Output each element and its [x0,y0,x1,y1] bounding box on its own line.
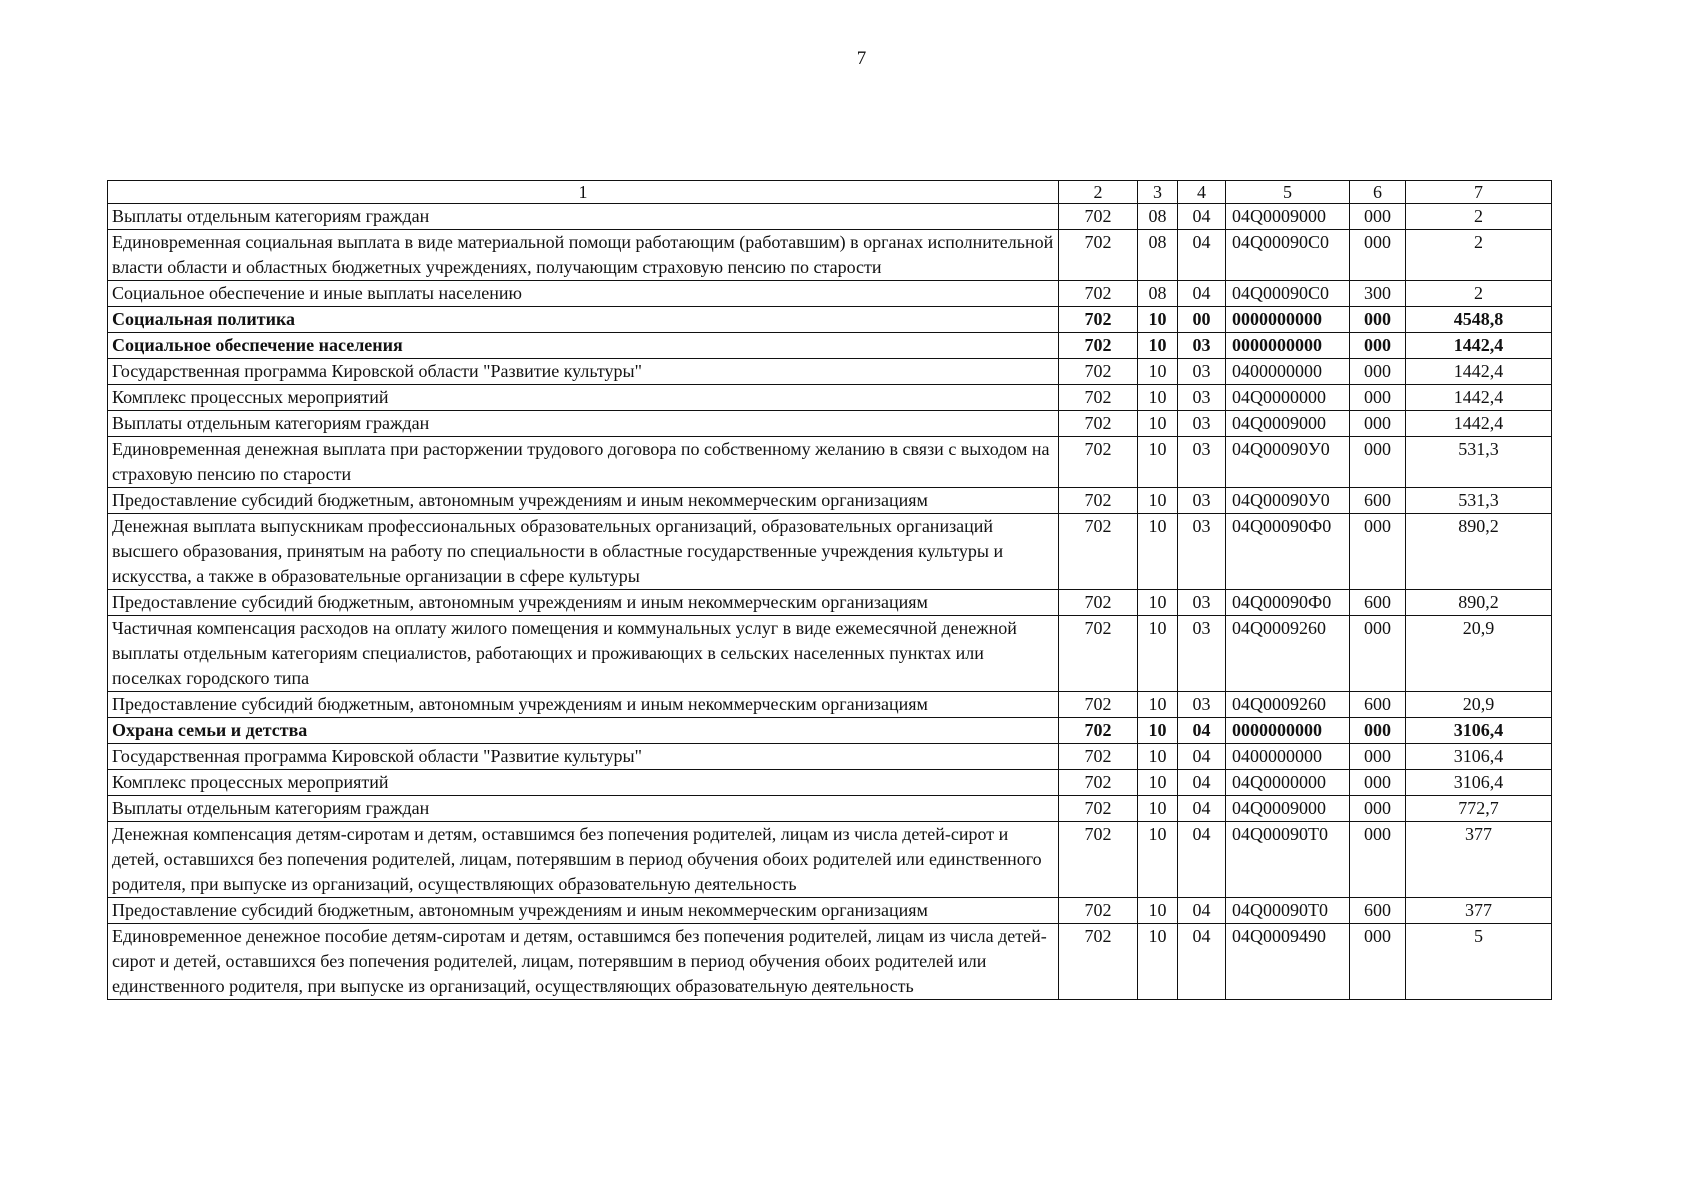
target-item-cell: 04Q0009000 [1226,411,1350,437]
admin-code-cell: 702 [1059,514,1138,590]
section-code-cell: 10 [1138,924,1178,1000]
amount-cell: 1442,4 [1406,411,1552,437]
amount-cell: 890,2 [1406,590,1552,616]
target-item-cell: 04Q0000000 [1226,385,1350,411]
section-code-cell: 08 [1138,230,1178,281]
expense-type-cell: 000 [1350,924,1406,1000]
header-cell: 3 [1138,181,1178,204]
admin-code-cell: 702 [1059,411,1138,437]
amount-cell: 2 [1406,281,1552,307]
subsection-code-cell: 04 [1178,898,1226,924]
admin-code-cell: 702 [1059,204,1138,230]
subsection-code-cell: 03 [1178,333,1226,359]
header-cell: 4 [1178,181,1226,204]
admin-code-cell: 702 [1059,924,1138,1000]
target-item-cell: 0000000000 [1226,333,1350,359]
amount-cell: 4548,8 [1406,307,1552,333]
section-code-cell: 10 [1138,616,1178,692]
admin-code-cell: 702 [1059,744,1138,770]
subsection-code-cell: 00 [1178,307,1226,333]
item-name-cell: Выплаты отдельным категориям граждан [108,204,1059,230]
target-item-cell: 04Q00090C0 [1226,281,1350,307]
target-item-cell: 04Q00090У0 [1226,488,1350,514]
expense-type-cell: 000 [1350,796,1406,822]
table-row [108,333,1552,359]
subsection-code-cell: 03 [1178,385,1226,411]
subsection-code-cell: 03 [1178,692,1226,718]
table-row [108,898,1552,924]
target-item-cell: 0400000000 [1226,359,1350,385]
table-row [108,437,1552,488]
amount-cell: 531,3 [1406,488,1552,514]
target-item-cell: 0000000000 [1226,307,1350,333]
expense-type-cell: 600 [1350,898,1406,924]
amount-cell: 1442,4 [1406,359,1552,385]
section-code-cell: 10 [1138,359,1178,385]
expense-type-cell: 000 [1350,333,1406,359]
amount-cell: 3106,4 [1406,718,1552,744]
amount-cell: 772,7 [1406,796,1552,822]
item-name-cell: Предоставление субсидий бюджетным, автономным учреждениям и иным некоммерческим организациям [108,898,1059,924]
target-item-cell: 04Q0009260 [1226,616,1350,692]
item-name-cell: Охрана семьи и детства [108,718,1059,744]
section-code-cell: 10 [1138,770,1178,796]
item-name-cell: Социальное обеспечение населения [108,333,1059,359]
target-item-cell: 04Q0009000 [1226,796,1350,822]
target-item-cell: 04Q00090T0 [1226,898,1350,924]
table-row [108,307,1552,333]
table-row [108,411,1552,437]
item-name-cell: Предоставление субсидий бюджетным, автономным учреждениям и иным некоммерческим организациям [108,488,1059,514]
target-item-cell: 04Q00090C0 [1226,230,1350,281]
item-name-cell: Денежная выплата выпускникам профессиональных образовательных организаций, образовательных организаций высшего образования, принятым на работу по специальности в областные государственные учреждения культуры и искусства, а также в образовательные организации в сфере культуры [108,514,1059,590]
header-cell: 2 [1059,181,1138,204]
section-code-cell: 10 [1138,333,1178,359]
amount-cell: 3106,4 [1406,770,1552,796]
header-cell: 1 [108,181,1059,204]
target-item-cell: 0000000000 [1226,718,1350,744]
admin-code-cell: 702 [1059,307,1138,333]
table-body [108,204,1552,1000]
section-code-cell: 10 [1138,744,1178,770]
item-name-cell: Комплекс процессных мероприятий [108,770,1059,796]
table-row [108,718,1552,744]
section-code-cell: 10 [1138,822,1178,898]
item-name-cell: Государственная программа Кировской области "Развитие культуры" [108,359,1059,385]
amount-cell: 20,9 [1406,692,1552,718]
section-code-cell: 10 [1138,796,1178,822]
subsection-code-cell: 04 [1178,924,1226,1000]
table-row [108,822,1552,898]
subsection-code-cell: 03 [1178,590,1226,616]
section-code-cell: 10 [1138,488,1178,514]
table-row [108,281,1552,307]
expense-type-cell: 000 [1350,770,1406,796]
table-header-row [108,181,1552,204]
table-row [108,230,1552,281]
admin-code-cell: 702 [1059,488,1138,514]
item-name-cell: Выплаты отдельным категориям граждан [108,796,1059,822]
amount-cell: 2 [1406,204,1552,230]
table-row [108,770,1552,796]
header-cell: 6 [1350,181,1406,204]
section-code-cell: 10 [1138,437,1178,488]
item-name-cell: Социальное обеспечение и иные выплаты населению [108,281,1059,307]
amount-cell: 20,9 [1406,616,1552,692]
item-name-cell: Комплекс процессных мероприятий [108,385,1059,411]
section-code-cell: 10 [1138,692,1178,718]
subsection-code-cell: 03 [1178,437,1226,488]
section-code-cell: 08 [1138,204,1178,230]
table-row [108,692,1552,718]
table-row [108,616,1552,692]
amount-cell: 890,2 [1406,514,1552,590]
target-item-cell: 04Q00090Ф0 [1226,590,1350,616]
item-name-cell: Выплаты отдельным категориям граждан [108,411,1059,437]
expense-type-cell: 000 [1350,385,1406,411]
subsection-code-cell: 04 [1178,281,1226,307]
table-row [108,744,1552,770]
item-name-cell: Частичная компенсация расходов на оплату жилого помещения и коммунальных услуг в виде ежемесячной денежной выплаты отдельным категориям специалистов, работающих и проживающих в сельских населенных пунктах или поселках городского типа [108,616,1059,692]
page-number: 7 [856,48,867,69]
amount-cell: 531,3 [1406,437,1552,488]
section-code-cell: 10 [1138,385,1178,411]
expense-type-cell: 600 [1350,692,1406,718]
expense-type-cell: 600 [1350,488,1406,514]
table-row [108,488,1552,514]
item-name-cell: Государственная программа Кировской области "Развитие культуры" [108,744,1059,770]
subsection-code-cell: 04 [1178,204,1226,230]
subsection-code-cell: 04 [1178,796,1226,822]
admin-code-cell: 702 [1059,796,1138,822]
subsection-code-cell: 03 [1178,616,1226,692]
admin-code-cell: 702 [1059,385,1138,411]
subsection-code-cell: 04 [1178,770,1226,796]
subsection-code-cell: 03 [1178,514,1226,590]
amount-cell: 1442,4 [1406,385,1552,411]
target-item-cell: 04Q0000000 [1226,770,1350,796]
target-item-cell: 04Q00090Ф0 [1226,514,1350,590]
amount-cell: 377 [1406,898,1552,924]
section-code-cell: 08 [1138,281,1178,307]
section-code-cell: 10 [1138,307,1178,333]
admin-code-cell: 702 [1059,230,1138,281]
budget-table [107,180,1552,1000]
admin-code-cell: 702 [1059,359,1138,385]
table-row [108,796,1552,822]
target-item-cell: 04Q00090T0 [1226,822,1350,898]
item-name-cell: Единовременное денежное пособие детям-сиротам и детям, оставшимся без попечения родителей, лицам из числа детей-сирот и детей, оставшихся без попечения родителей, лицам, потерявшим в период обучения обоих родителей или единственного родителя, при выпуске из организаций, осуществляющих образовательную деятельность [108,924,1059,1000]
subsection-code-cell: 04 [1178,744,1226,770]
expense-type-cell: 000 [1350,744,1406,770]
expense-type-cell: 000 [1350,230,1406,281]
admin-code-cell: 702 [1059,616,1138,692]
subsection-code-cell: 04 [1178,230,1226,281]
admin-code-cell: 702 [1059,692,1138,718]
admin-code-cell: 702 [1059,281,1138,307]
expense-type-cell: 000 [1350,616,1406,692]
item-name-cell: Единовременная социальная выплата в виде материальной помощи работающим (работавшим) в органах исполнительной власти области и областных бюджетных учреждениях, получающим страховую пенсию по старости [108,230,1059,281]
target-item-cell: 04Q00090У0 [1226,437,1350,488]
admin-code-cell: 702 [1059,590,1138,616]
expense-type-cell: 000 [1350,718,1406,744]
expense-type-cell: 000 [1350,204,1406,230]
target-item-cell: 0400000000 [1226,744,1350,770]
expense-type-cell: 000 [1350,514,1406,590]
table-row [108,590,1552,616]
admin-code-cell: 702 [1059,437,1138,488]
expense-type-cell: 300 [1350,281,1406,307]
table-row [108,385,1552,411]
section-code-cell: 10 [1138,411,1178,437]
amount-cell: 2 [1406,230,1552,281]
subsection-code-cell: 03 [1178,411,1226,437]
table-row [108,359,1552,385]
target-item-cell: 04Q0009000 [1226,204,1350,230]
subsection-code-cell: 03 [1178,488,1226,514]
admin-code-cell: 702 [1059,770,1138,796]
table-row [108,514,1552,590]
expense-type-cell: 000 [1350,359,1406,385]
subsection-code-cell: 04 [1178,718,1226,744]
expense-type-cell: 000 [1350,437,1406,488]
expense-type-cell: 000 [1350,307,1406,333]
target-item-cell: 04Q0009260 [1226,692,1350,718]
header-cell: 7 [1406,181,1552,204]
expense-type-cell: 000 [1350,822,1406,898]
section-code-cell: 10 [1138,590,1178,616]
amount-cell: 1442,4 [1406,333,1552,359]
expense-type-cell: 000 [1350,411,1406,437]
header-cell: 5 [1226,181,1350,204]
admin-code-cell: 702 [1059,898,1138,924]
target-item-cell: 04Q0009490 [1226,924,1350,1000]
expense-type-cell: 600 [1350,590,1406,616]
admin-code-cell: 702 [1059,718,1138,744]
subsection-code-cell: 04 [1178,822,1226,898]
item-name-cell: Денежная компенсация детям-сиротам и детям, оставшимся без попечения родителей, лицам из числа детей-сирот и детей, оставшихся без попечения родителей, лицам, потерявшим в период обучения обоих родителей или единственного родителя, при выпуске из организаций, осуществляющих образовательную деятельность [108,822,1059,898]
admin-code-cell: 702 [1059,333,1138,359]
table-row [108,924,1552,1000]
section-code-cell: 10 [1138,898,1178,924]
amount-cell: 3106,4 [1406,744,1552,770]
admin-code-cell: 702 [1059,822,1138,898]
item-name-cell: Единовременная денежная выплата при расторжении трудового договора по собственному желанию в связи с выходом на страховую пенсию по старости [108,437,1059,488]
section-code-cell: 10 [1138,718,1178,744]
table-row [108,204,1552,230]
section-code-cell: 10 [1138,514,1178,590]
subsection-code-cell: 03 [1178,359,1226,385]
amount-cell: 377 [1406,822,1552,898]
item-name-cell: Предоставление субсидий бюджетным, автономным учреждениям и иным некоммерческим организациям [108,590,1059,616]
amount-cell: 5 [1406,924,1552,1000]
item-name-cell: Социальная политика [108,307,1059,333]
item-name-cell: Предоставление субсидий бюджетным, автономным учреждениям и иным некоммерческим организациям [108,692,1059,718]
